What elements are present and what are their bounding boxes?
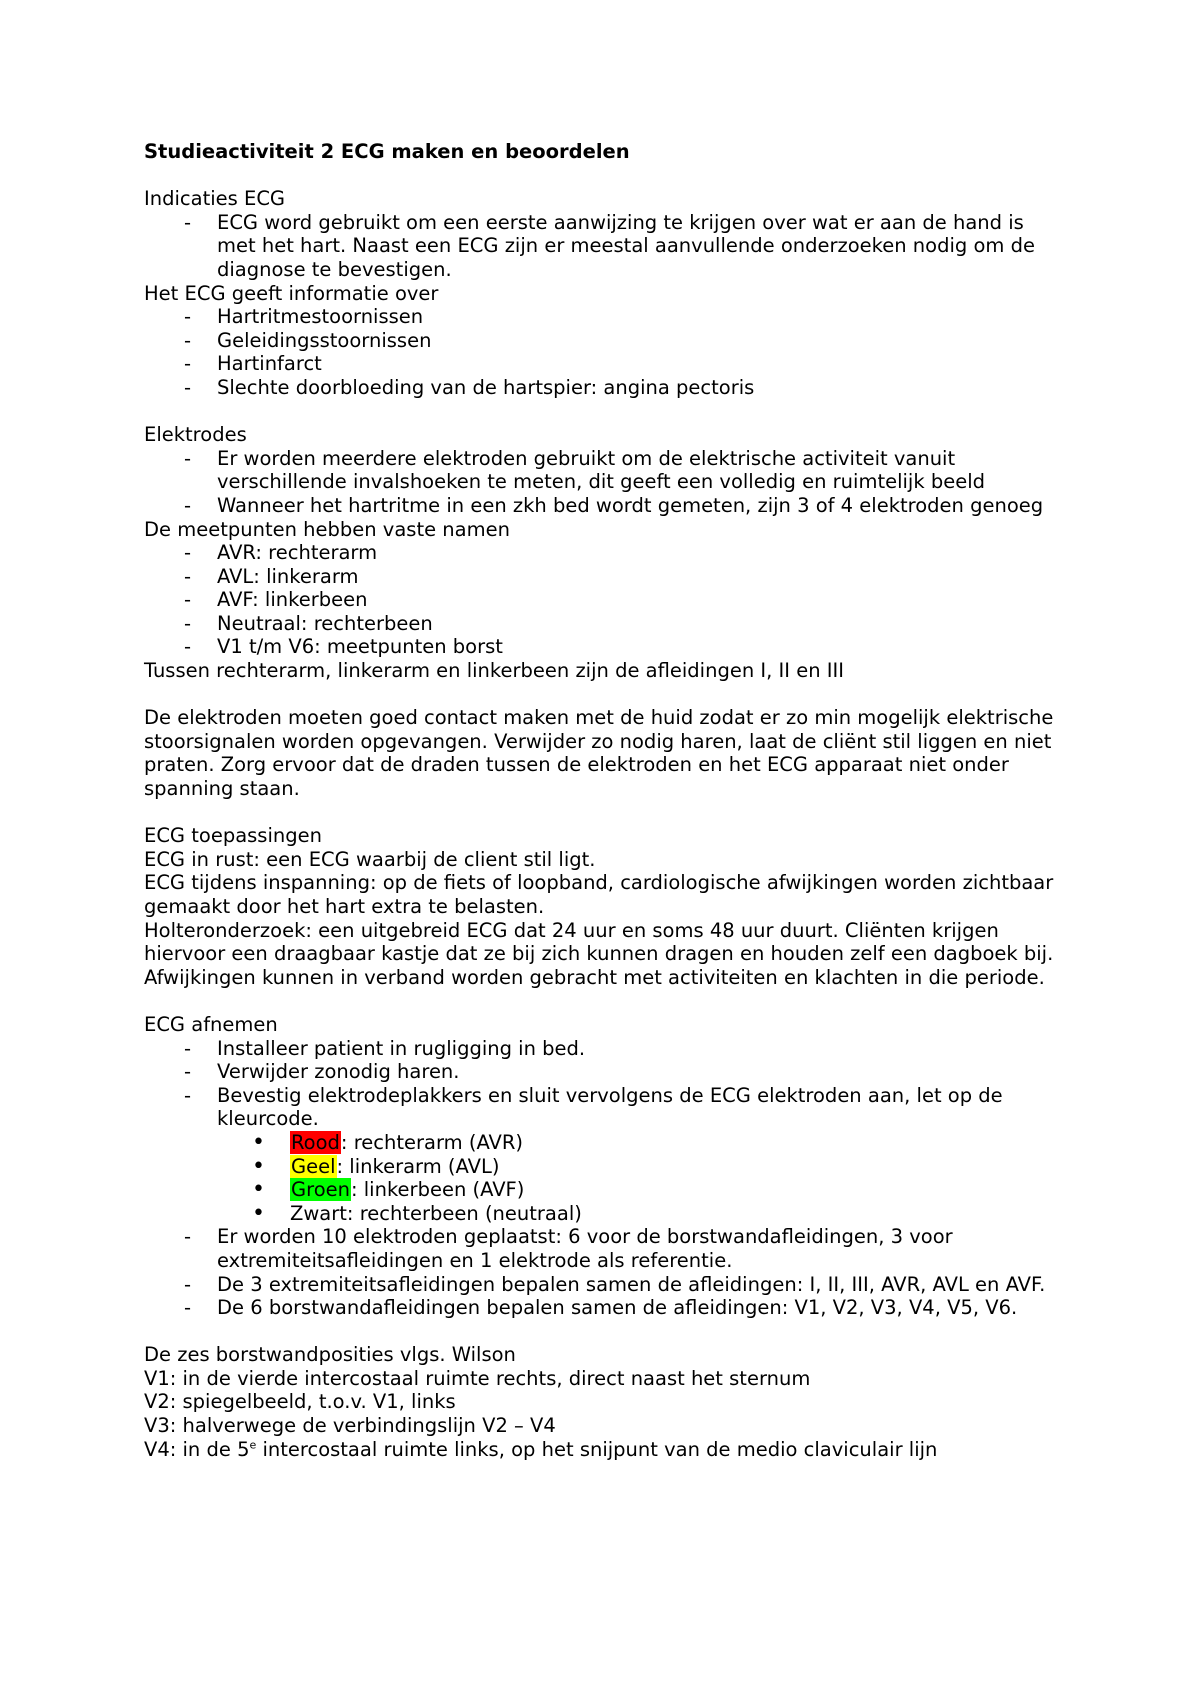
section-heading-afnemen: ECG afnemen <box>144 1012 278 1036</box>
list-item: - Hartinfarct <box>144 352 1064 376</box>
spacer <box>144 801 1064 825</box>
afnemen-list <box>144 1037 1064 1131</box>
spacer <box>144 683 1064 707</box>
info-heading: Het ECG geeft informatie over <box>144 281 439 305</box>
wilson-v3: V3: halverwege de verbindingslijn V2 – V4 <box>144 1414 556 1438</box>
color-name-highlight: Rood <box>291 1130 340 1154</box>
afnemen-list-continued <box>144 1225 1064 1319</box>
list-item: - ECG word gebruikt om een eerste aanwijzing te krijgen over wat er aan de hand is met het hart. Naast een ECG zijn er meestal aanvullende onderzoeken nodig om de diagnose te bevestigen. <box>144 211 1064 282</box>
list-item: - De 3 extremiteitsafleidingen bepalen samen de afleidingen: I, II, III, AVR, AVL en AVF. <box>144 1273 1064 1297</box>
indicaties-list <box>144 211 1064 282</box>
list-item: - Bevestig elektrodeplakkers en sluit vervolgens de ECG elektroden aan, let op de kleurcode. <box>144 1084 1064 1131</box>
toepassing-inspanning: ECG tijdens inspanning: op de fiets of loopband, cardiologische afwijkingen worden zichtbaar gemaakt door het hart extra te belasten. <box>144 871 1054 918</box>
wilson-v4-end: intercostaal ruimte links, op het snijpunt van de medio claviculair lijn <box>256 1437 938 1461</box>
document-page <box>144 140 1064 1461</box>
document-title: Studieactiviteit 2 ECG maken en beoordelen <box>144 140 630 163</box>
section-heading-wilson: De zes borstwandposities vlgs. Wilson <box>144 1343 516 1367</box>
ordinal-superscript: e <box>249 1438 257 1452</box>
afleidingen-line: Tussen rechterarm, linkerarm en linkerbeen zijn de afleidingen I, II en III <box>144 659 845 683</box>
color-description: : rechterarm (AVR) <box>340 1130 524 1154</box>
list-item: - Er worden meerdere elektroden gebruikt om de elektrische activiteit vanuit verschillende invalshoeken te meten, dit geeft een volledig en ruimtelijk beeld <box>144 447 1064 494</box>
list-item: - De 6 borstwandafleidingen bepalen samen de afleidingen: V1, V2, V3, V4, V5, V6. <box>144 1296 1064 1320</box>
section-heading-elektrodes: Elektrodes <box>144 423 247 447</box>
kleurcode-item-rood <box>144 1131 1064 1155</box>
elektrodes-list <box>144 447 1064 518</box>
list-item: - Hartritmestoornissen <box>144 305 1064 329</box>
contact-paragraph: De elektroden moeten goed contact maken met de huid zodat er zo min mogelijk elektrische stoorsignalen worden opgevangen. Verwijder zo nodig haren, laat de cliënt stil liggen en niet praten. Zorg ervoor dat de draden tussen de elektroden en het ECG apparaat niet onder spanning staan. <box>144 706 1054 801</box>
spacer <box>144 400 1064 424</box>
spacer <box>144 164 1064 188</box>
color-description: : linkerarm (AVL) <box>336 1154 500 1178</box>
list-item: - Slechte doorbloeding van de hartspier: angina pectoris <box>144 376 1064 400</box>
kleurcode-list <box>144 1131 1064 1225</box>
list-item: - AVL: linkerarm <box>144 565 1064 589</box>
section-heading-toepassingen: ECG toepassingen <box>144 824 322 848</box>
kleurcode-item-groen <box>144 1178 1064 1202</box>
spacer <box>144 989 1064 1013</box>
list-item: - Er worden 10 elektroden geplaatst: 6 voor de borstwandafleidingen, 3 voor extremiteitsafleidingen en 1 elektrode als referentie. <box>144 1225 1064 1272</box>
spacer <box>144 1320 1064 1344</box>
wilson-v1: V1: in de vierde intercostaal ruimte rechts, direct naast het sternum <box>144 1366 811 1390</box>
list-item: - Neutraal: rechterbeen <box>144 612 1064 636</box>
list-item: - AVR: rechterarm <box>144 541 1064 565</box>
list-item: - AVF: linkerbeen <box>144 588 1064 612</box>
list-item: - Installeer patient in rugligging in bed. <box>144 1037 1064 1061</box>
color-description: : rechterbeen (neutraal) <box>346 1201 582 1225</box>
list-item: - Verwijder zonodig haren. <box>144 1060 1064 1084</box>
list-item: - Geleidingsstoornissen <box>144 329 1064 353</box>
toepassing-rust: ECG in rust: een ECG waarbij de client stil ligt. <box>144 847 596 871</box>
color-name-highlight: Groen <box>291 1178 350 1202</box>
wilson-v4-start: V4: in de 5 <box>144 1437 250 1461</box>
meetpunten-list <box>144 541 1064 659</box>
info-list <box>144 305 1064 399</box>
toepassing-holter: Holteronderzoek: een uitgebreid ECG dat 24 uur en soms 48 uur duurt. Cliënten krijgen hiervoor een draagbaar kastje dat ze bij zich kunnen dragen en houden zelf een dagboek bij. Afwijkingen kunnen in verband worden gebracht met activiteiten en klachten in die periode. <box>144 918 1054 989</box>
kleurcode-item-zwart <box>144 1202 1064 1226</box>
color-description: : linkerbeen (AVF) <box>351 1178 525 1202</box>
kleurcode-item-geel <box>144 1155 1064 1179</box>
meetpunten-heading: De meetpunten hebben vaste namen <box>144 517 510 541</box>
list-item: - V1 t/m V6: meetpunten borst <box>144 635 1064 659</box>
color-name-highlight: Geel <box>291 1154 336 1178</box>
section-heading-indicaties: Indicaties ECG <box>144 187 286 211</box>
color-name: Zwart <box>290 1201 347 1225</box>
list-item: - Wanneer het hartritme in een zkh bed wordt gemeten, zijn 3 of 4 elektroden genoeg <box>144 494 1064 518</box>
wilson-v2: V2: spiegelbeeld, t.o.v. V1, links <box>144 1390 456 1414</box>
wilson-v4 <box>144 1438 1064 1462</box>
